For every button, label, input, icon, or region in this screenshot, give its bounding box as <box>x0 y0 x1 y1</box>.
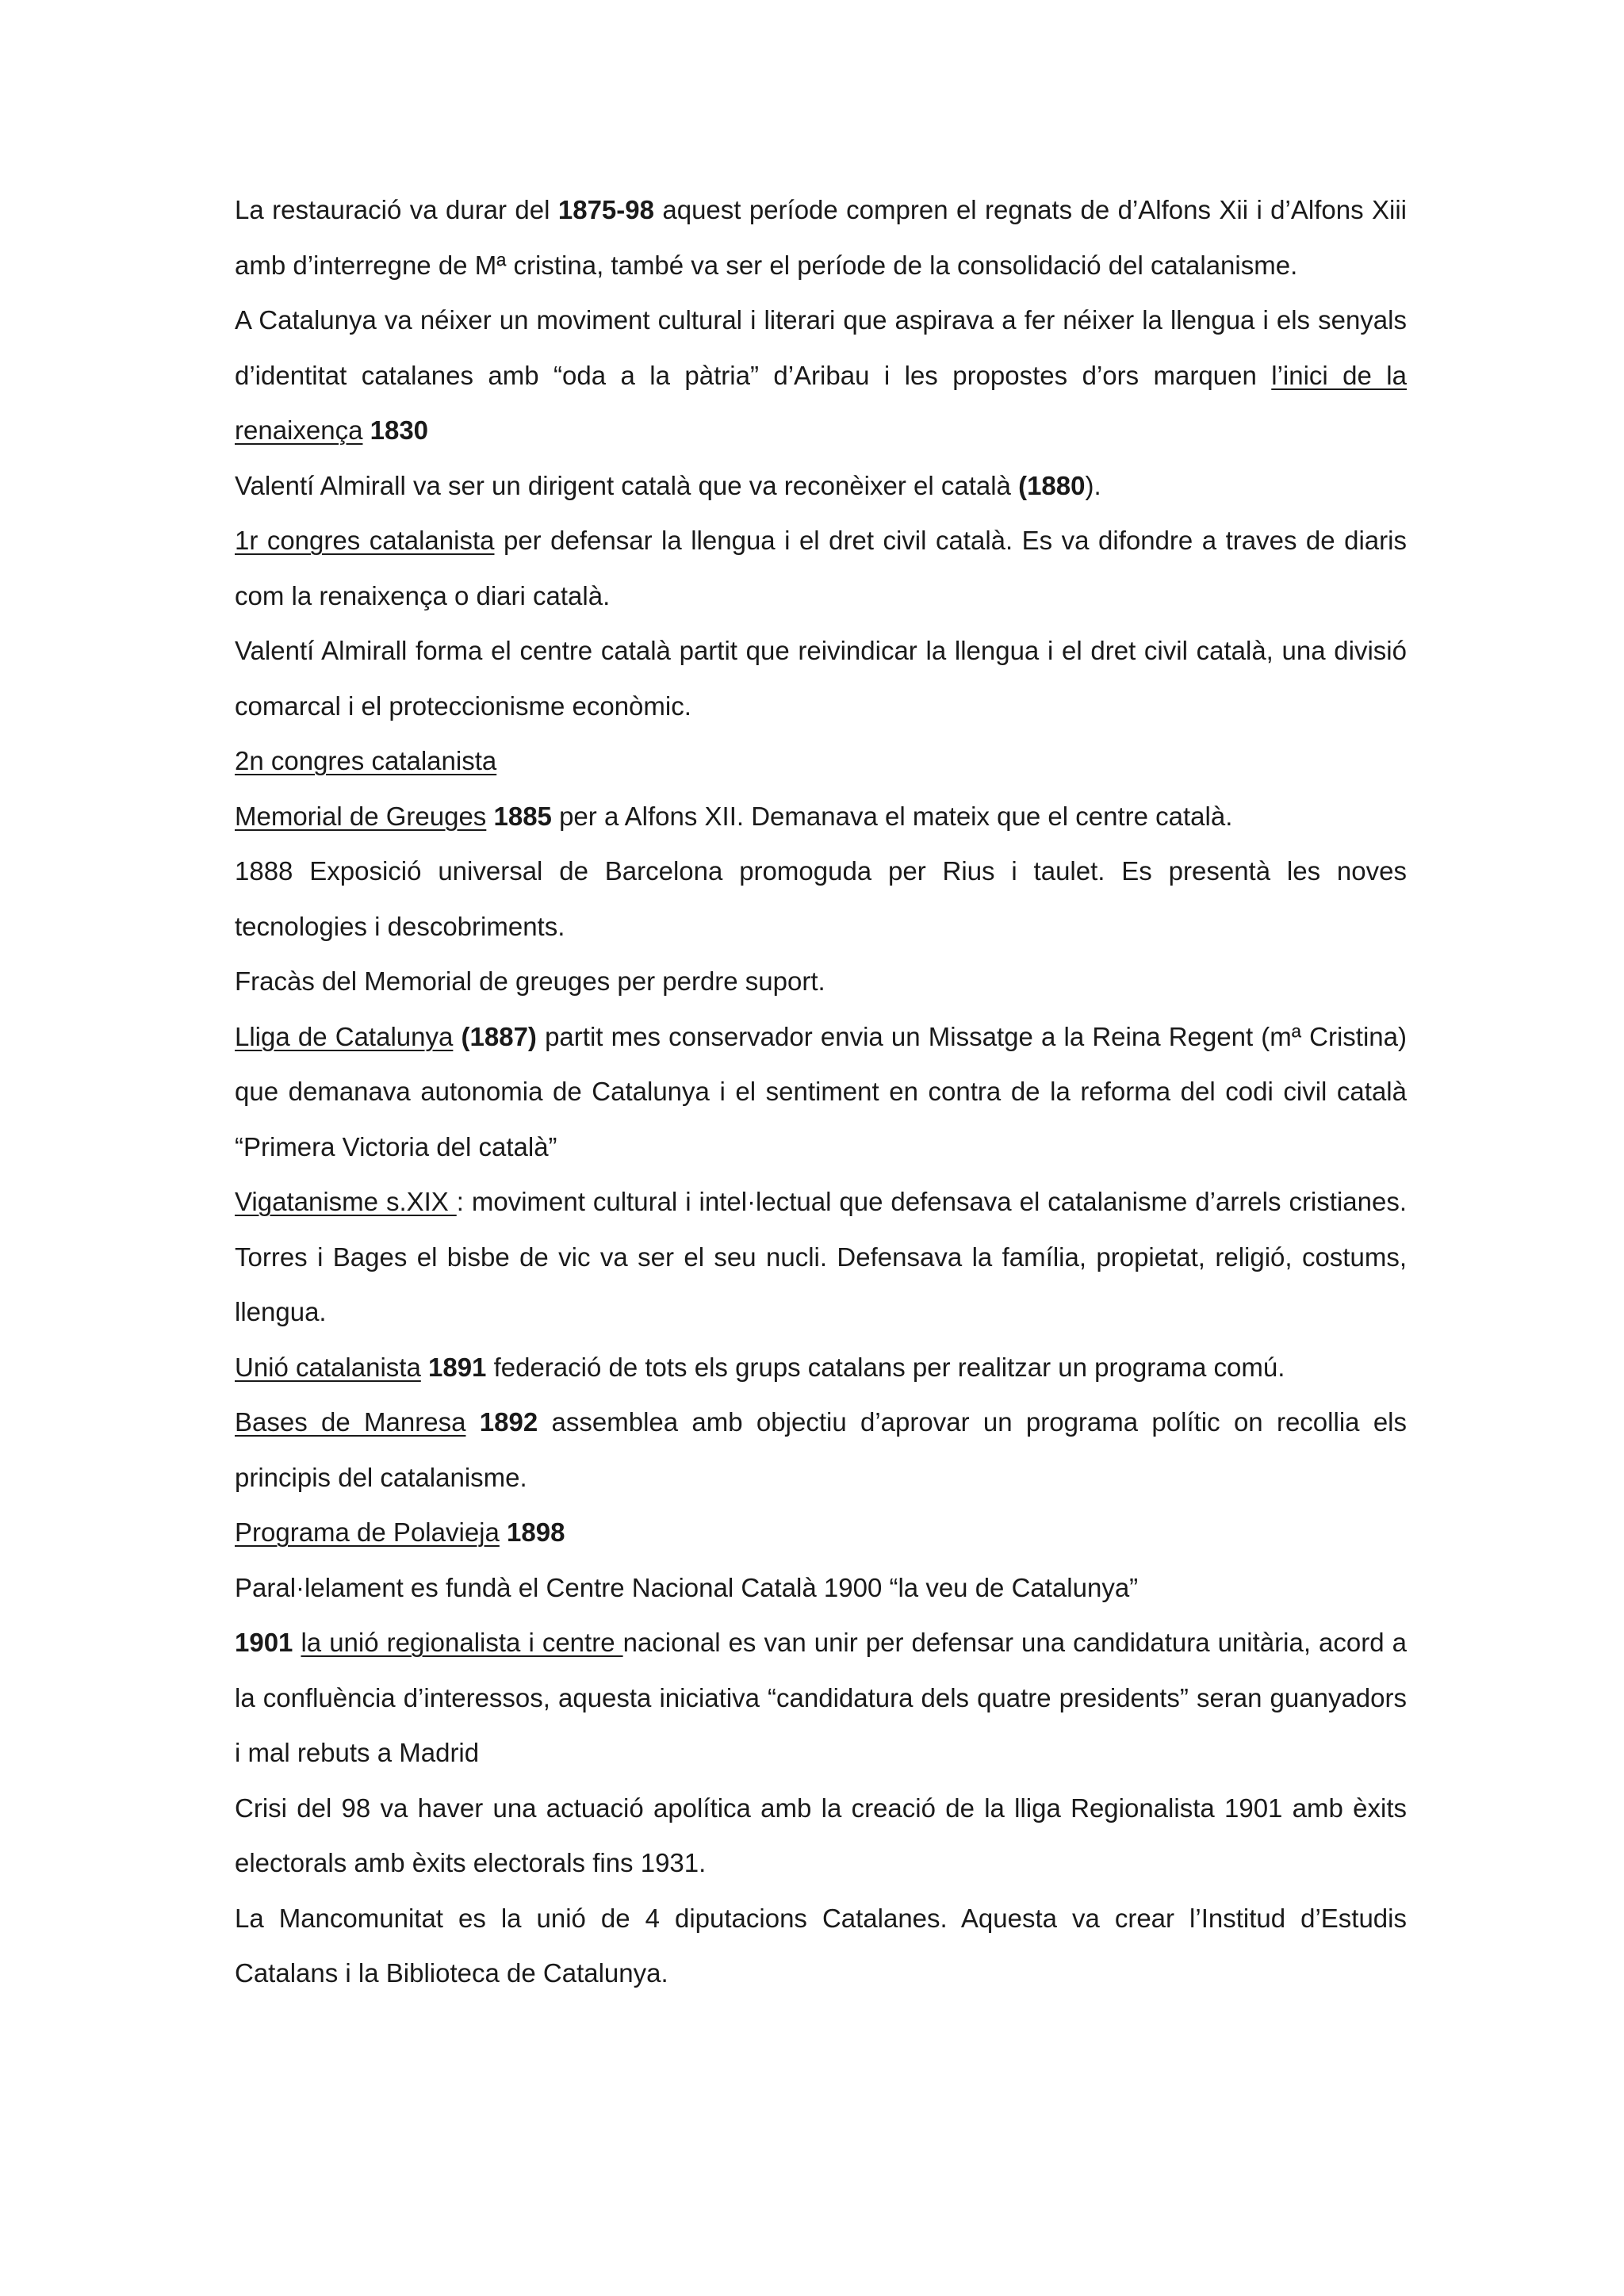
paragraph <box>235 1009 1407 1175</box>
paragraph <box>235 293 1407 458</box>
text-run <box>293 1628 301 1657</box>
paragraph <box>235 1395 1407 1505</box>
paragraph <box>235 623 1407 733</box>
bold-text: 1901 <box>235 1628 293 1657</box>
text-run: Fracàs del Memorial de greuges per perdre suport. <box>235 966 825 996</box>
underlined-text: Lliga de Catalunya <box>235 1021 454 1051</box>
paragraph <box>235 1615 1407 1781</box>
text-run <box>362 415 370 445</box>
paragraph <box>235 1340 1407 1395</box>
paragraph <box>235 458 1407 514</box>
paragraph <box>235 789 1407 844</box>
text-run: A Catalunya va néixer un moviment cultural i literari que aspirava a fer néixer la llengua i els senyals d’identitat catalanes amb “oda a la pàtria” d’Aribau i les propostes d’ors marquen <box>235 305 1407 390</box>
underlined-text: 1r congres catalanista <box>235 526 495 555</box>
text-run: ). <box>1085 470 1101 500</box>
underlined-text: Memorial de Greuges <box>235 801 487 831</box>
text-run <box>421 1353 428 1382</box>
paragraph <box>235 1781 1407 1891</box>
text-run: Crisi del 98 va haver una actuació apolítica amb la creació de la lliga Regionalista 1901 amb èxits electorals amb èxits electorals fins 1931. <box>235 1793 1407 1877</box>
text-run: aquest període compren el regnats de d’Alfons Xii i d’Alfons Xiii amb d’interregne de Mª cristina, també va ser el període de la consolidació del catalanisme. <box>235 195 1407 280</box>
bold-text: 1891 <box>427 1352 487 1382</box>
bold-text: 1885 <box>493 801 552 831</box>
paragraph <box>235 733 1407 789</box>
underlined-text: Unió catalanista <box>235 1352 421 1382</box>
bold-text: 1830 <box>370 415 429 445</box>
paragraph <box>235 844 1407 954</box>
text-run: Valentí Almirall forma el centre català partit que reivindicar la llengua i el dret civil català, una divisió comarcal i el proteccionisme econòmic. <box>235 636 1407 721</box>
underlined-text: 2n congres catalanista <box>235 746 497 775</box>
bold-text: (1887) <box>461 1021 537 1051</box>
text-run: Paral·lelament es fundà el Centre Nacional Català 1900 “la veu de Catalunya” <box>235 1572 1139 1602</box>
text-run: partit mes conservador envia un Missatge a la Reina Regent (mª Cristina) que demanava autonomia de Catalunya i el sentiment en contra de la reforma del codi civil català “Primera Victoria del català” <box>235 1021 1408 1161</box>
text-run: Valentí Almirall va ser un dirigent català que va reconèixer el català <box>235 470 1019 500</box>
text-run: per defensar la llengua i el dret civil català. Es va difondre a traves de diaris com la renaixença o diari català. <box>235 526 1407 610</box>
underlined-text: l’inici de la renaixença <box>235 360 1407 445</box>
text-run: La restauració va durar del <box>235 195 558 224</box>
text-run: assemblea amb objectiu d’aprovar un programa polític on recollia els principis del catalanisme. <box>235 1407 1408 1492</box>
bold-text: 1875-98 <box>557 195 654 224</box>
bold-text: 1892 <box>479 1407 538 1437</box>
text-run: La Mancomunitat es la unió de 4 diputacions Catalanes. Aquesta va crear l’Institud d’Estudis Catalans i la Biblioteca de Catalunya. <box>235 1903 1407 1988</box>
text-run: : moviment cultural i intel·lectual que defensava el catalanisme d’arrels cristianes. Torres i Bages el bisbe de vic va ser el seu nucli. Defensava la família, propietat, religió, costums, llengua. <box>235 1187 1407 1326</box>
text-run <box>500 1517 507 1547</box>
text-run: federació de tots els grups catalans per realitzar un programa comú. <box>486 1352 1285 1382</box>
bold-text: (1880 <box>1018 470 1086 500</box>
underlined-text: la unió regionalista i centre <box>301 1628 623 1657</box>
underlined-text: Programa de Polavieja <box>235 1517 500 1547</box>
paragraph <box>235 1891 1407 2001</box>
text-run: per a Alfons XII. Demanava el mateix que el centre català. <box>551 801 1233 831</box>
bold-text: 1898 <box>507 1517 565 1547</box>
paragraph <box>235 954 1407 1009</box>
document-body <box>235 182 1407 2001</box>
underlined-text: Vigatanisme s.XIX <box>235 1187 457 1216</box>
paragraph <box>235 1505 1407 1560</box>
text-run <box>453 1022 461 1051</box>
paragraph <box>235 1560 1407 1616</box>
text-run: nacional es van unir per defensar una candidatura unitària, acord a la confluència d’interessos, aquesta iniciativa “candidatura dels quatre presidents” seran guanyadors i mal rebuts a Madrid <box>235 1628 1407 1767</box>
paragraph <box>235 182 1407 293</box>
underlined-text: Bases de Manresa <box>235 1407 466 1437</box>
paragraph <box>235 1174 1407 1340</box>
text-run: 1888 Exposició universal de Barcelona promoguda per Rius i taulet. Es presentà les noves tecnologies i descobriments. <box>235 856 1407 941</box>
paragraph <box>235 513 1407 623</box>
text-run <box>465 1407 479 1437</box>
